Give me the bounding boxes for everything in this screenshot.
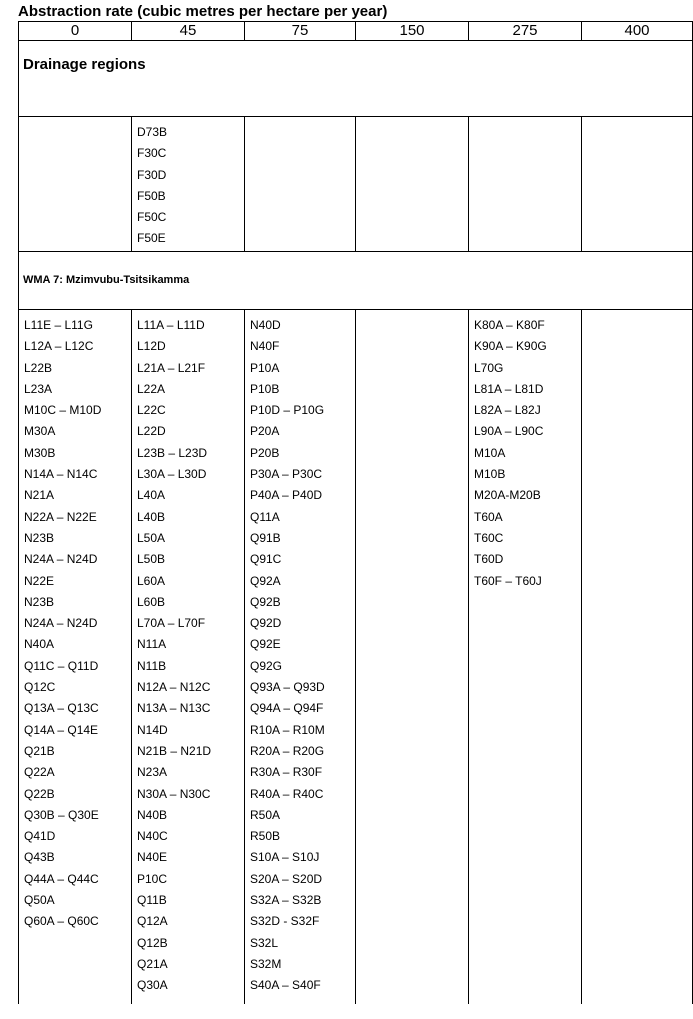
catchment-code: N23B [24,594,55,609]
table-cell [582,310,693,1005]
catchment-code: N40D [250,318,281,332]
header-row [19,22,693,41]
abstraction-rate-table [18,21,693,1004]
catchment-code: N40E [137,850,168,865]
table-cell [132,117,245,252]
catchment-code: N11A [137,637,167,652]
catchment-code: L22D [137,424,166,439]
catchment-code: S20A – S20D [250,871,323,886]
column-header: 400 [582,22,693,41]
column-header: 150 [356,22,469,41]
catchment-code: Q22A [24,765,55,780]
catchment-code: S10A – S10J [250,850,320,865]
catchment-code: P10A [250,360,280,375]
catchment-code: K90A – K90G [474,339,547,354]
code-list [469,117,581,122]
catchment-code: L40A [137,488,166,503]
catchment-code: N24A – N24D [24,552,98,567]
data-row [19,310,693,1005]
catchment-code: S40A – S40F [250,978,321,993]
catchment-code: Q60A – Q60C [24,914,99,929]
catchment-code: K80A – K80F [474,318,545,332]
catchment-code: L22A [137,381,166,396]
catchment-code: P20A [250,424,280,439]
catchment-code: S32M [250,956,282,971]
catchment-code: L23A [24,381,53,396]
catchment-code: Q21B [24,743,55,758]
code-list [245,310,355,997]
table-cell [356,310,469,1005]
catchment-code: L50A [137,530,166,545]
table-cell [582,117,693,252]
catchment-code: Q22B [24,786,55,801]
catchment-code: L60B [137,594,166,609]
catchment-code: N14A – N14C [24,467,98,482]
catchment-code: N14D [137,722,168,737]
catchment-code: Q41D [24,829,56,844]
catchment-code: T60A [474,509,503,524]
code-list [356,310,468,315]
catchment-code: N21A [24,488,55,503]
catchment-code: Q21A [137,956,168,971]
catchment-code: M20A-M20B [474,488,541,503]
catchment-code: Q44A – Q44C [24,871,99,886]
catchment-code: P10C [137,871,168,886]
catchment-code: S32A – S32B [250,893,322,908]
catchment-code: L90A – L90C [474,424,544,439]
catchment-code: N22A – N22E [24,509,97,524]
catchment-code: N23B [24,530,55,545]
column-header: 75 [245,22,356,41]
catchment-code: L11A – L11D [137,318,205,332]
catchment-code: M10A [474,445,506,460]
catchment-code: N40C [137,829,168,844]
table-cell [469,310,582,1005]
catchment-code: L23B – L23D [137,445,208,460]
code-list [132,117,244,250]
table-cell [245,310,356,1005]
catchment-code: R50B [250,829,281,844]
catchment-code: L70G [474,360,504,375]
catchment-code: L81A – L81D [474,381,544,396]
catchment-code: F50E [137,231,166,246]
catchment-code: N21B – N21D [137,743,212,758]
table-cell [19,310,132,1005]
catchment-code: T60D [474,552,504,567]
catchment-code: P10B [250,381,280,396]
catchment-code: L70A – L70F [137,616,206,631]
catchment-code: N24A – N24D [24,616,98,631]
catchment-code: Q11A [250,509,280,524]
catchment-code: L12D [137,339,166,354]
catchment-code: N22E [24,573,55,588]
catchment-code: Q91B [250,530,281,545]
code-list [469,310,581,592]
catchment-code: R10A – R10M [250,722,325,737]
catchment-code: L22B [24,360,53,375]
catchment-code: F30D [137,167,167,182]
catchment-code: Q92G [250,658,283,673]
code-list [582,310,692,315]
catchment-code: Q11B [137,893,167,908]
table-cell [19,117,132,252]
catchment-code: R40A – R40C [250,786,324,801]
section-label-wma-7: WMA 7: Mzimvubu-Tsitsikamma [19,252,693,310]
catchment-code: N23A [137,765,168,780]
code-list [19,310,131,933]
catchment-code: P40A – P40D [250,488,323,503]
catchment-code: Q43B [24,850,55,865]
catchment-code: F50C [137,210,167,225]
catchment-code: P20B [250,445,280,460]
data-row [19,117,693,252]
catchment-code: Q92A [250,573,281,588]
catchment-code: Q30B – Q30E [24,807,99,822]
catchment-code: L50B [137,552,166,567]
catchment-code: Q13A – Q13C [24,701,99,716]
table-cell [245,117,356,252]
table-cell [132,310,245,1005]
catchment-code: L60A [137,573,166,588]
catchment-code: Q11C – Q11D [24,658,99,673]
catchment-code: M10C – M10D [24,403,102,418]
catchment-code: M30B [24,445,56,460]
section-header-row [19,252,693,310]
catchment-code: M10B [474,467,506,482]
catchment-code: L30A – L30D [137,467,207,482]
code-list [582,117,692,122]
catchment-code: Q30A [137,978,168,993]
code-list [245,117,355,122]
catchment-code: N40B [137,807,168,822]
catchment-code: Q12C [24,680,56,695]
catchment-code: N30A – N30C [137,786,211,801]
code-list [356,117,468,122]
catchment-code: L21A – L21F [137,360,206,375]
table-cell [469,117,582,252]
catchment-code: L22C [137,403,166,418]
page-title: Abstraction rate (cubic metres per hectare per year) [18,3,388,20]
catchment-code: Q14A – Q14E [24,722,99,737]
catchment-code: P10D – P10G [250,403,325,418]
catchment-code: N40A [24,637,55,652]
catchment-code: N12A – N12C [137,680,211,695]
catchment-code: T60F – T60J [474,573,542,588]
catchment-code: T60C [474,530,504,545]
table-cell [356,117,469,252]
catchment-code: R20A – R20G [250,743,325,758]
catchment-code: L40B [137,509,166,524]
catchment-code: F30C [137,146,167,161]
catchment-code: L12A – L12C [24,339,94,354]
catchment-code: M30A [24,424,56,439]
catchment-code: Q12A [137,914,168,929]
section-label-drainage-regions: Drainage regions [19,41,693,117]
catchment-code: Q93A – Q93D [250,680,325,695]
catchment-code: R30A – R30F [250,765,323,780]
catchment-code: Q91C [250,552,282,567]
column-header: 0 [19,22,132,41]
catchment-code: L11E – L11G [24,318,93,332]
code-list [19,117,131,122]
column-header: 45 [132,22,245,41]
code-list [132,310,244,997]
catchment-code: Q94A – Q94F [250,701,324,716]
catchment-code: Q50A [24,893,55,908]
column-header: 275 [469,22,582,41]
catchment-code: Q12B [137,935,168,950]
catchment-code: D73B [137,125,168,139]
catchment-code: N13A – N13C [137,701,211,716]
catchment-code: R50A [250,807,281,822]
section-header-row [19,41,693,117]
catchment-code: Q92E [250,637,281,652]
catchment-code: S32L [250,935,279,950]
catchment-code: P30A – P30C [250,467,323,482]
catchment-code: L82A – L82J [474,403,541,418]
catchment-code: S32D - S32F [250,914,320,929]
catchment-code: Q92D [250,616,282,631]
catchment-code: N40F [250,339,280,354]
catchment-code: F50B [137,188,166,203]
catchment-code: N11B [137,658,167,673]
catchment-code: Q92B [250,594,281,609]
